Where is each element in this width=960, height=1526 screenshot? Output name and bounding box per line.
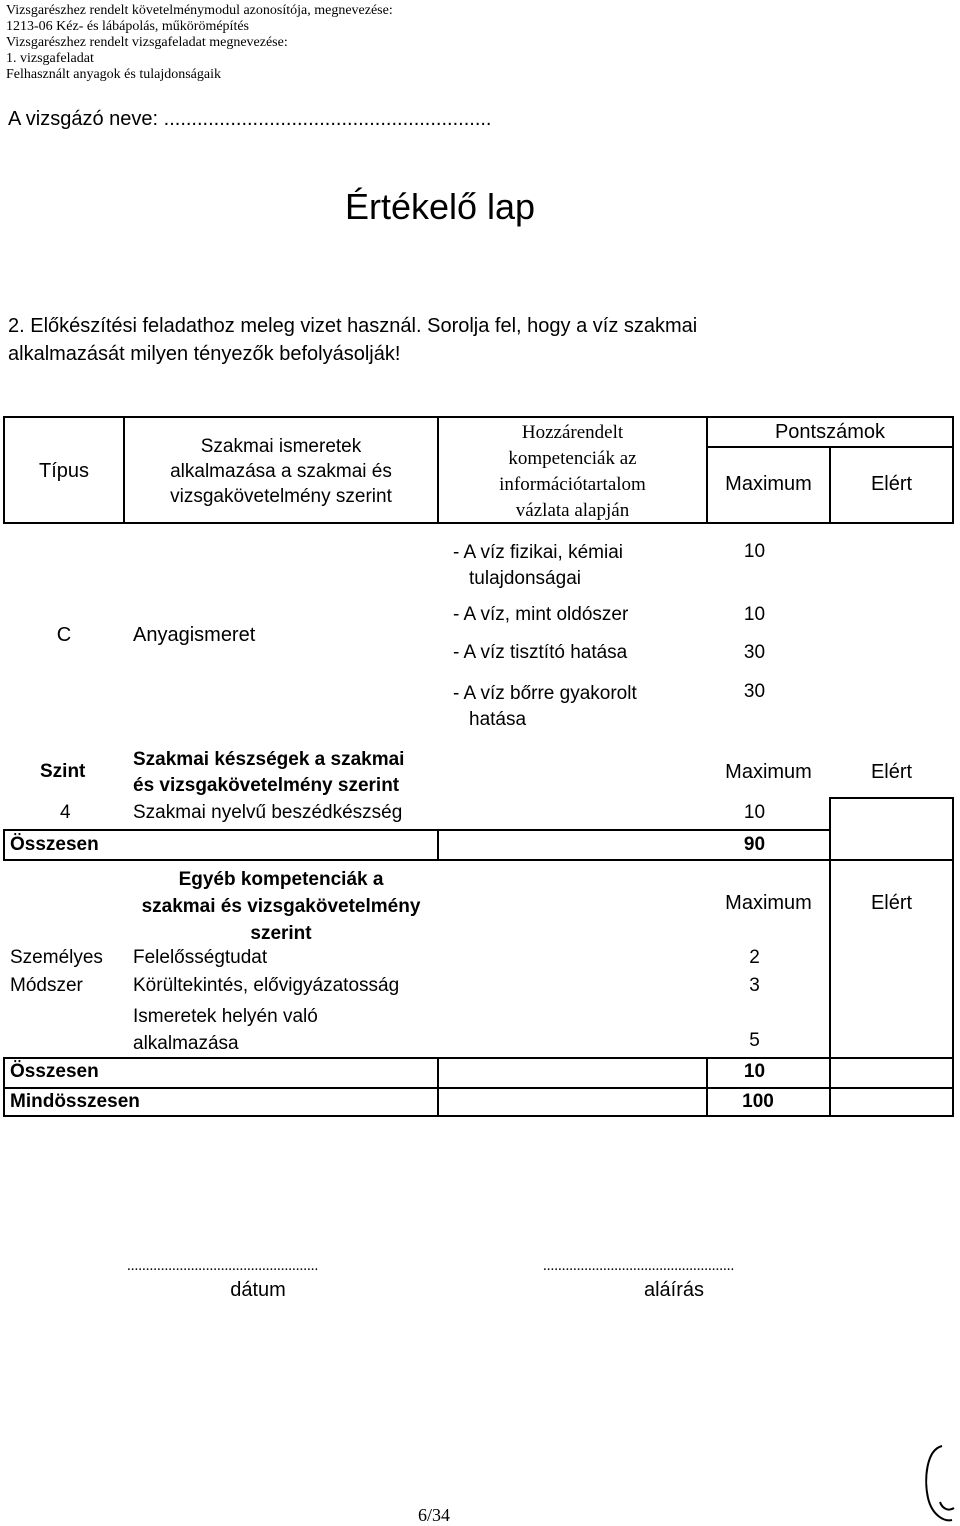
section2-level-header: Szint xyxy=(40,761,86,782)
competency-name: Felelősségtudat xyxy=(133,947,268,968)
competency-name: Körültekintés, elővigyázatosság xyxy=(133,975,400,996)
subtotal-label: Összesen xyxy=(10,834,99,855)
date-label: dátum xyxy=(230,1279,286,1301)
task-text xyxy=(8,312,697,368)
subtotal-label: Összesen xyxy=(10,1061,99,1082)
max-score: 5 xyxy=(749,1030,760,1051)
page-number: 6/34 xyxy=(418,1505,451,1525)
section2-achieved-header: Elért xyxy=(870,761,913,783)
candidate-name-line: A vizsgázó neve: ........................................................... xyxy=(8,108,492,130)
signature-dotted-line: ................................................... xyxy=(543,1258,735,1274)
col-header-competency: Hozzárendelt kompetenciák az információtartalom vázlata alapján xyxy=(499,422,646,521)
skill-level: 4 xyxy=(60,802,71,823)
date-dotted-line: ................................................... xyxy=(127,1258,319,1274)
task-line-1: 2. Előkészítési feladathoz meleg vizet használ. Sorolja fel, hogy a víz szakmai xyxy=(8,315,698,337)
max-score: 30 xyxy=(743,681,766,702)
module-name: 1213-06 Kéz- és lábápolás, műkörömépítés xyxy=(6,19,249,34)
exam-task-label: Vizsgarészhez rendelt vizsgafeladat megnevezése: xyxy=(6,35,288,50)
signature-label: aláírás xyxy=(643,1279,705,1301)
col-header-knowledge: Szakmai ismeretek alkalmazása a szakmai és vizsgakövetelmény szerint xyxy=(170,436,392,507)
section3-achieved-header: Elért xyxy=(870,892,913,914)
list-item: - A víz fizikai, kémiai tulajdonságai xyxy=(453,542,623,589)
grand-total-value: 100 xyxy=(742,1091,774,1112)
list-item: - A víz tisztító hatása xyxy=(453,642,628,663)
handwritten-mark xyxy=(912,1440,958,1525)
exam-task-number: 1. vizsgafeladat xyxy=(6,51,94,66)
subtotal-value: 10 xyxy=(743,1061,766,1082)
grand-total-label: Mindösszesen xyxy=(10,1091,140,1112)
section2-max-header: Maximum xyxy=(725,761,812,783)
col-header-achieved: Elért xyxy=(870,473,913,495)
section1-type: C xyxy=(56,624,72,646)
skill-name: Szakmai nyelvű beszédkészség xyxy=(133,802,403,823)
max-score: 30 xyxy=(743,642,766,663)
section1-knowledge: Anyagismeret xyxy=(133,624,256,646)
subtotal-value: 90 xyxy=(743,834,766,855)
section2-title: Szakmai készségek a szakmai és vizsgakövetelmény szerint xyxy=(133,749,405,796)
competency-name: Ismeretek helyén való alkalmazása xyxy=(133,1006,318,1054)
section3-max-header: Maximum xyxy=(725,892,812,914)
module-label: Vizsgarészhez rendelt követelménymodul azonosítója, megnevezése: xyxy=(6,3,393,18)
col-header-points: Pontszámok xyxy=(774,421,886,443)
exam-task-topic: Felhasznált anyagok és tulajdonságaik xyxy=(6,67,221,82)
list-item: - A víz bőrre gyakorolt hatása xyxy=(453,683,637,730)
max-score: 10 xyxy=(743,604,766,625)
max-score: 3 xyxy=(749,975,760,996)
max-score: 10 xyxy=(743,802,766,823)
list-item: - A víz, mint oldószer xyxy=(453,604,629,625)
task-line-2: alkalmazását milyen tényezők befolyásolják! xyxy=(8,343,401,365)
competency-type: Személyes xyxy=(10,947,103,968)
col-header-type: Típus xyxy=(38,460,90,482)
section3-title: Egyéb kompetenciák a szakmai és vizsgakövetelmény szerint xyxy=(141,869,421,944)
max-score: 10 xyxy=(743,541,766,562)
page-title: Értékelő lap xyxy=(344,186,536,227)
competency-type: Módszer xyxy=(10,975,83,996)
max-score: 2 xyxy=(749,947,760,968)
col-header-max: Maximum xyxy=(725,473,812,495)
